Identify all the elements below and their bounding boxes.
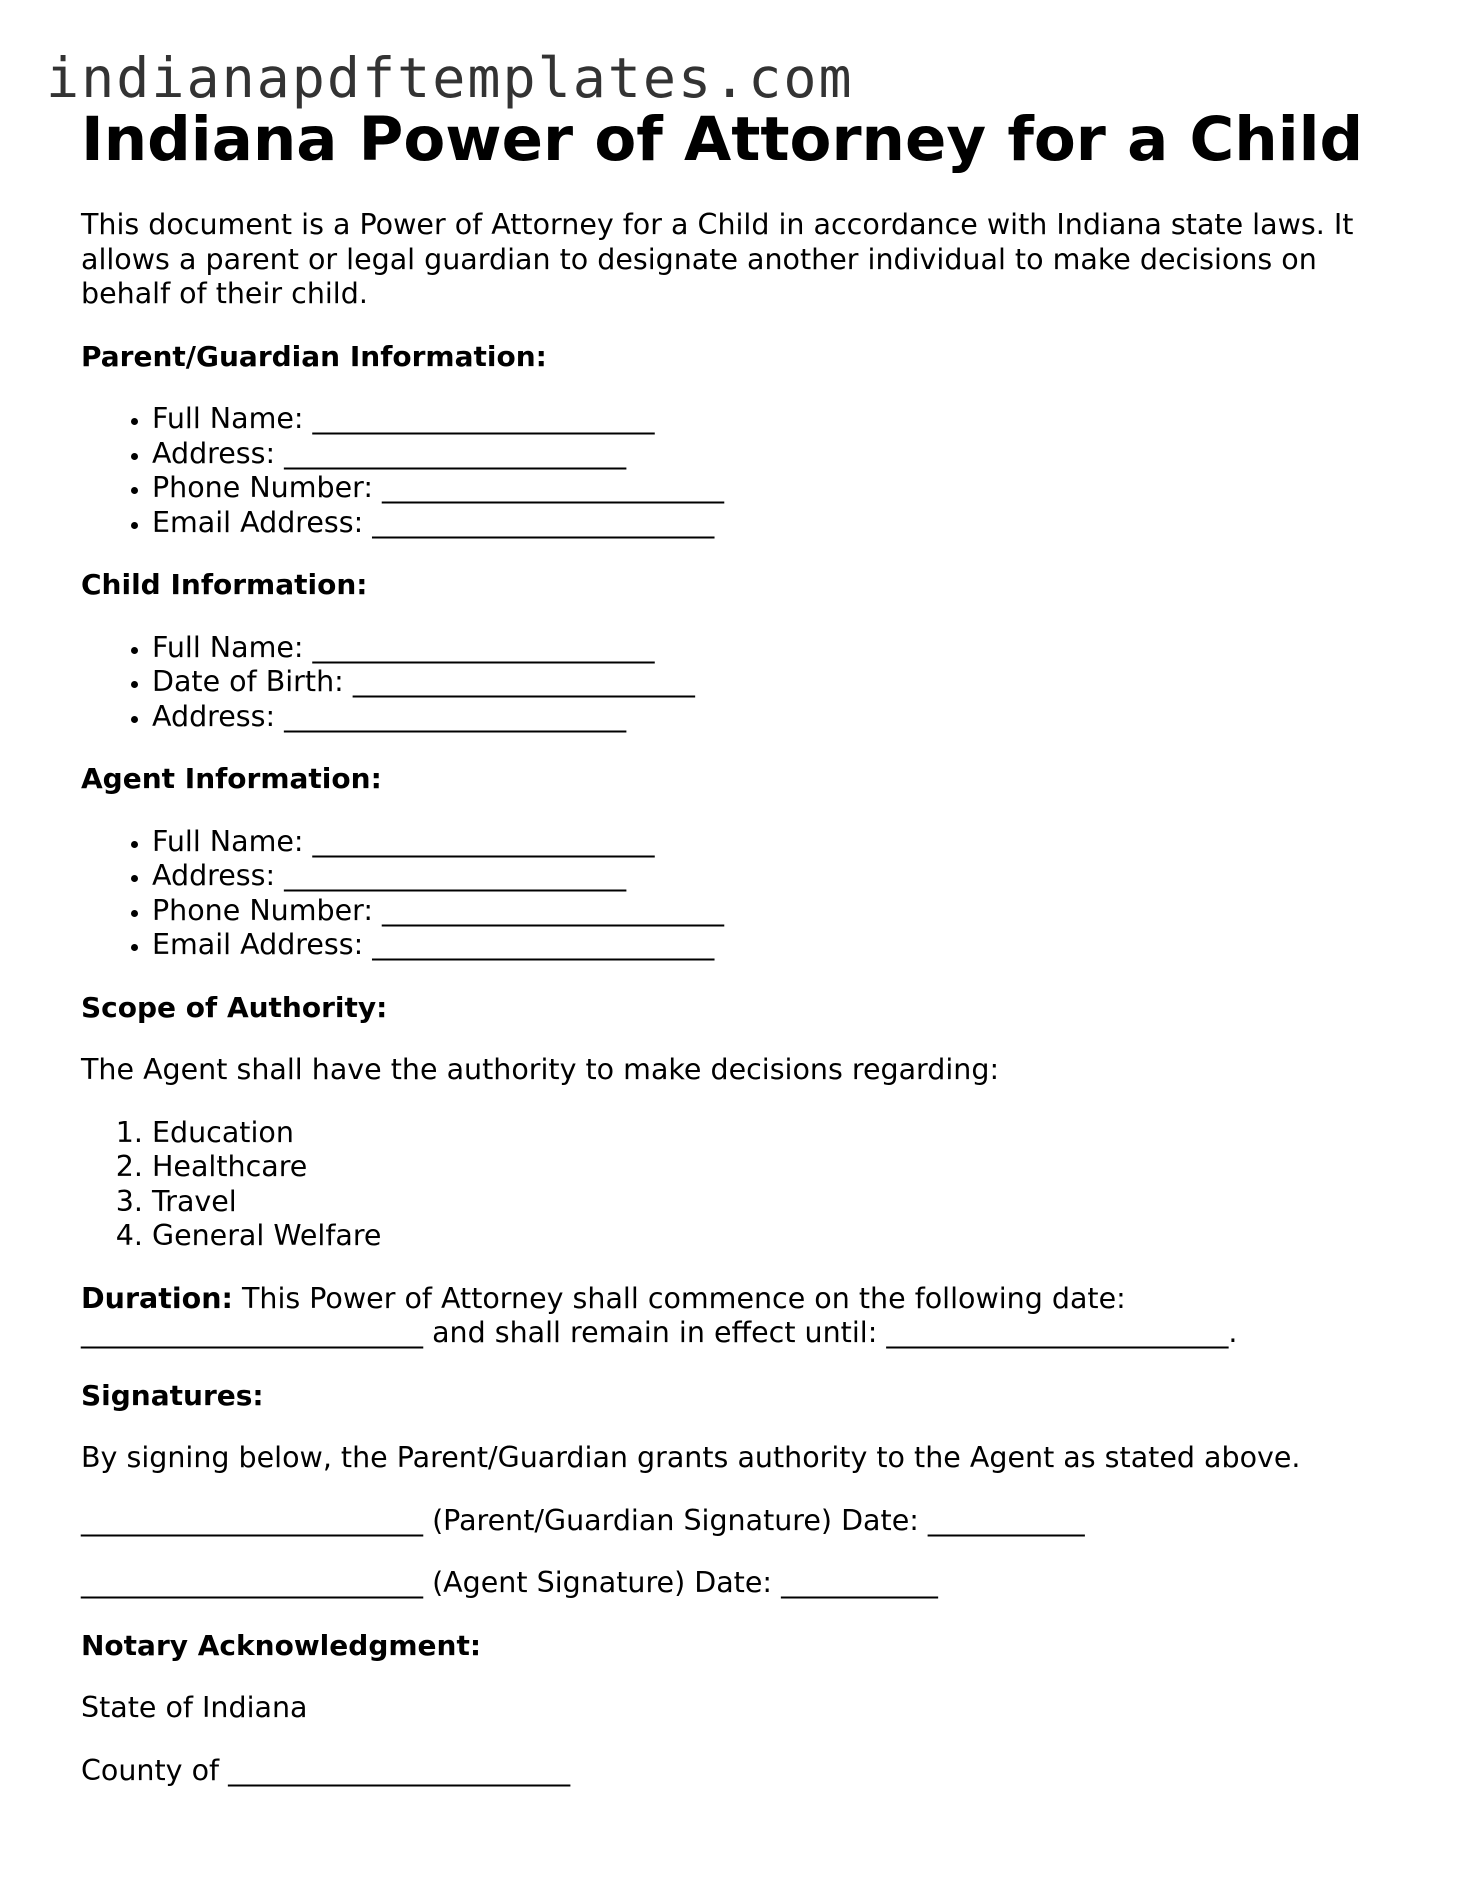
parent-heading: Parent/Guardian Information: [81, 339, 547, 373]
intro-paragraph: This document is a Power of Attorney for a Child in accordance with Indiana state laws. It allows a parent or legal guardian to designate another individual to make decisions on behalf of their child. [81, 208, 1354, 310]
blank-line: ________________________ [81, 1316, 423, 1349]
child-fields-list [81, 631, 1401, 735]
signatures-text: By signing below, the Parent/Guardian grants authority to the Agent as stated above. [81, 1441, 1301, 1474]
blank-line: ________________________ [284, 436, 627, 470]
scope-list [81, 1116, 1401, 1254]
blank-line: ________________________ [382, 893, 724, 927]
document-page [81, 100, 1401, 1788]
blank-line: ________________________ [372, 928, 715, 961]
parent-address-field: • Address: ________________________ [152, 437, 1401, 472]
blank-line: ________________________ [352, 665, 695, 698]
scope-item: 3. Travel [152, 1185, 1401, 1220]
scope-item: 1. Education [152, 1116, 1401, 1151]
blank-line: ________________________ [312, 824, 655, 858]
scope-item: 2. Healthcare [152, 1150, 1401, 1185]
agent-fields-list [81, 825, 1401, 963]
scope-heading: Scope of Authority: [81, 990, 388, 1024]
blank-line: ________________________ [312, 630, 655, 664]
parent-email-field: • Email Address: ________________________ [152, 506, 1401, 541]
notary-county: County of ________________________ [81, 1753, 571, 1787]
duration-paragraph: Duration: This Power of Attorney shall commence on the following date: ________________________ and shall remain in effect until: ________________________. [81, 1281, 1238, 1349]
child-dob-field: • Date of Birth: ________________________ [152, 665, 1401, 700]
blank-line: ________________________ [284, 699, 627, 733]
scope-text: The Agent shall have the authority to make decisions regarding: [81, 1053, 1000, 1086]
blank-line: ________________________ [886, 1316, 1229, 1349]
blank-line: ________________________ [81, 1566, 423, 1599]
parent-fields-list [81, 402, 1401, 540]
child-address-field: • Address: ________________________ [152, 700, 1401, 735]
notary-state: State of Indiana [81, 1691, 308, 1724]
blank-line: ________________________ [382, 471, 724, 504]
signatures-heading: Signatures: [81, 1378, 264, 1412]
agent-full-name-field: • Full Name: ________________________ [152, 825, 1401, 860]
parent-full-name-field: • Full Name: ________________________ [152, 402, 1401, 437]
child-heading: Child Information: [81, 568, 368, 601]
notary-heading: Notary Acknowledgment: [81, 1628, 482, 1662]
watermark: indianapdftemplates.com [46, 46, 854, 110]
short-blank-line: ___________ [927, 1503, 1085, 1537]
child-full-name-field: • Full Name: ________________________ [152, 631, 1401, 666]
blank-line: ________________________ [228, 1753, 571, 1787]
agent-phone-field: • Phone Number: ________________________ [152, 894, 1401, 929]
agent-address-field: • Address: ________________________ [152, 859, 1401, 894]
document-title: Indiana Power of Attorney for a Child [81, 104, 1364, 175]
agent-email-field: • Email Address: ________________________ [152, 928, 1401, 963]
blank-line: ________________________ [312, 402, 655, 435]
duration-middle: and shall remain in effect until: [432, 1316, 878, 1349]
agent-signature-line: ________________________ (Agent Signature) Date: ___________ [81, 1566, 938, 1599]
blank-line: ________________________ [81, 1503, 423, 1537]
scope-item: 4. General Welfare [152, 1219, 1401, 1254]
parent-phone-field: • Phone Number: ________________________ [152, 471, 1401, 506]
blank-line: ________________________ [284, 859, 627, 892]
duration-label: Duration: [81, 1281, 233, 1315]
agent-heading: Agent Information: [81, 762, 382, 795]
duration-text: This Power of Attorney shall commence on the following date: [241, 1281, 1126, 1315]
blank-line: ________________________ [372, 505, 715, 539]
short-blank-line: ___________ [781, 1566, 938, 1599]
parent-signature-line: ________________________ (Parent/Guardian Signature) Date: ___________ [81, 1503, 1085, 1537]
